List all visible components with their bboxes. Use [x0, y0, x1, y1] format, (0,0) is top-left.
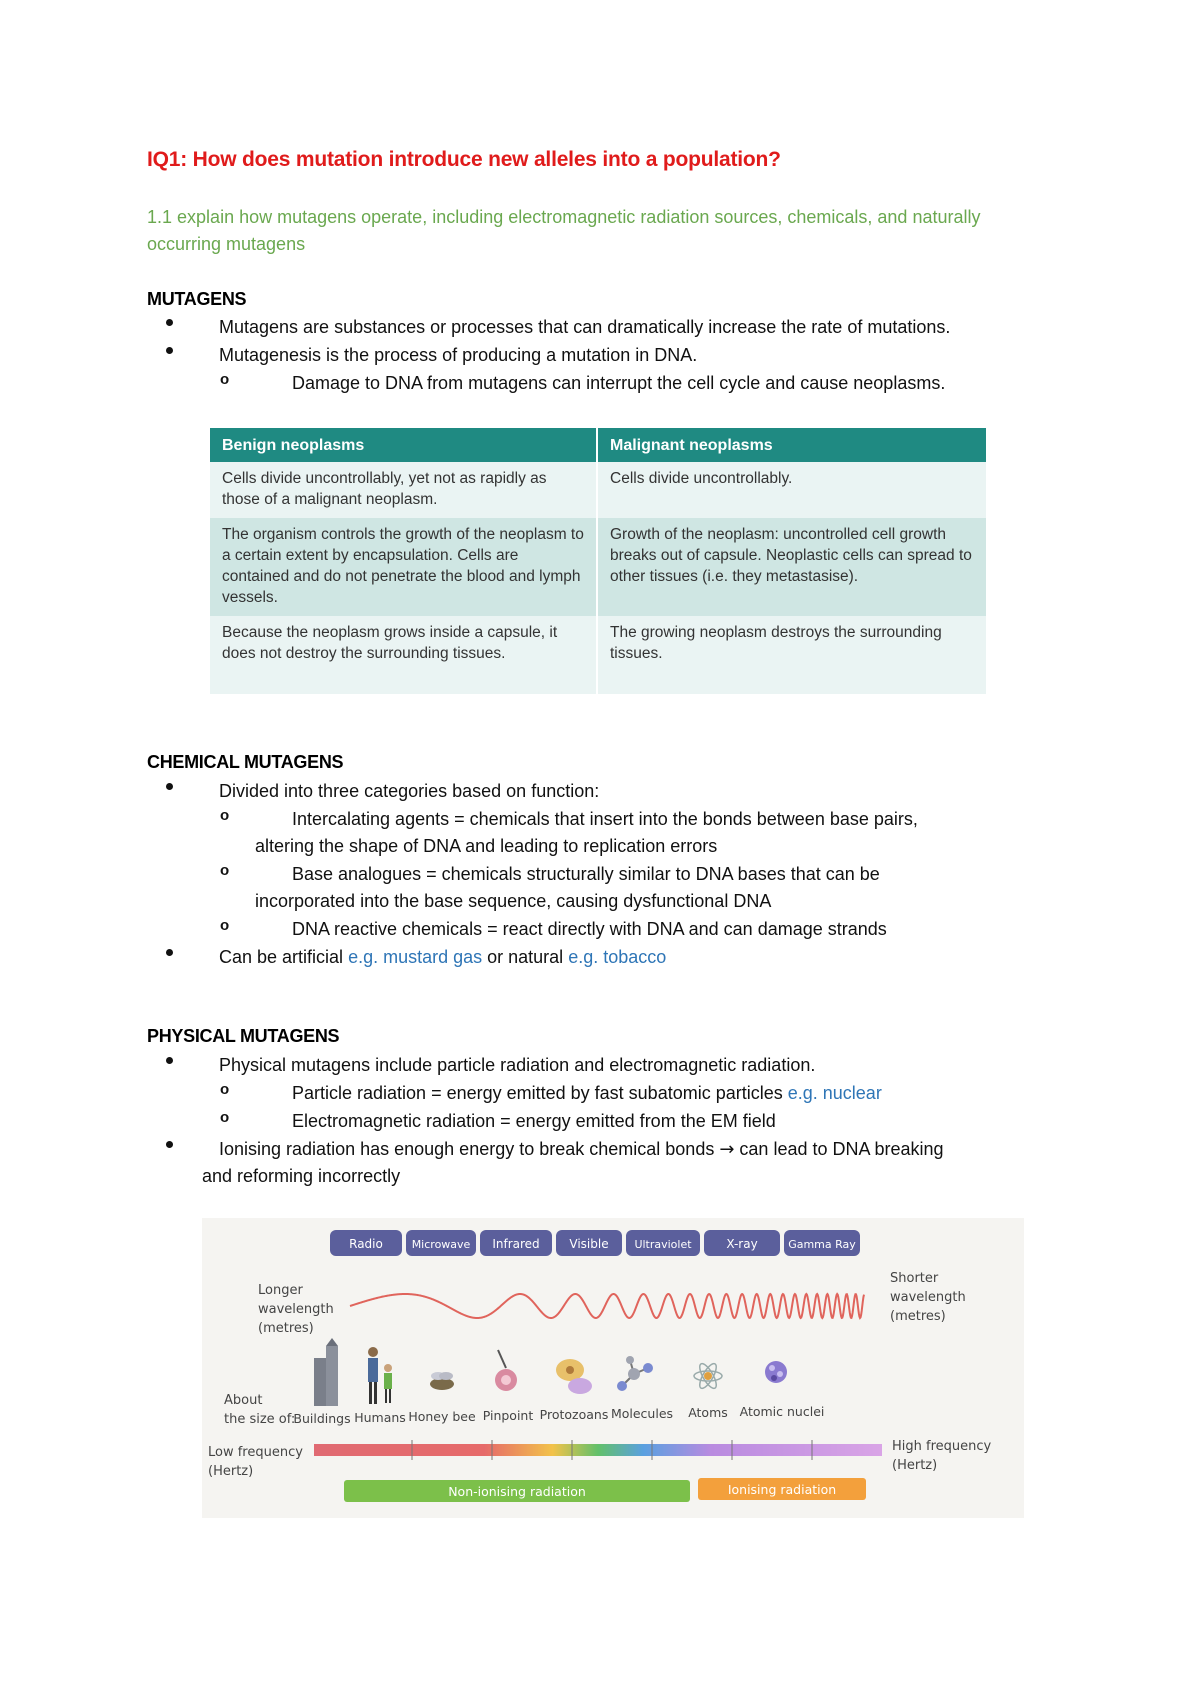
mutagens-subpoint-1: Damage to DNA from mutagens can interrupt the cell cycle and cause neoplasms. [292, 373, 946, 393]
non-ionising-label: Non-ionising radiation [448, 1484, 586, 1499]
physical-subpoint-1 [292, 1080, 882, 1106]
band-pills [330, 1230, 860, 1256]
size-label: Molecules [610, 1406, 674, 1421]
low-frequency-label: Low frequency [208, 1445, 303, 1460]
buildings-icon [314, 1338, 338, 1406]
size-label: Atomic nuclei [739, 1404, 825, 1419]
sub-bullet-icon: o [220, 862, 230, 879]
chemical-point-1: Divided into three categories based on function: [219, 781, 600, 801]
table-cell: The organism controls the growth of the neoplasm to a certain extent by encapsulation. Cells are contained and do not penetrate the blood and lymph vessels. [210, 518, 597, 616]
size-label: Honey bee [408, 1409, 476, 1424]
band-label: Infrared [492, 1237, 540, 1251]
atoms-icon [694, 1361, 722, 1390]
longer-wavelength-label: Longer [258, 1283, 303, 1298]
text: can lead to DNA breaking [734, 1139, 944, 1159]
example-nuclear: e.g. nuclear [787, 1083, 882, 1103]
band-label: Radio [349, 1237, 383, 1251]
chemical-subpoint-1: Intercalating agents = chemicals that insert into the bonds between base pairs, [292, 809, 918, 829]
mutagens-point-2: Mutagenesis is the process of producing a mutation in DNA. [219, 345, 698, 365]
table-row [210, 616, 986, 694]
bullet-icon [166, 949, 173, 956]
table-header-benign: Benign neoplasms [210, 428, 597, 462]
high-frequency-label: (Hertz) [892, 1458, 938, 1473]
table-cell: Cells divide uncontrollably, yet not as rapidly as those of a malignant neoplasm. [210, 462, 597, 518]
ionising-label: Ionising radiation [727, 1482, 837, 1497]
heading-mutagens: MUTAGENS [147, 289, 247, 309]
sub-bullet-icon: o [220, 1109, 230, 1126]
bullet-icon [166, 1141, 173, 1148]
chemical-subpoint-1-cont: altering the shape of DNA and leading to replication errors [255, 836, 718, 856]
about-label: About [224, 1393, 263, 1408]
size-label: Buildings [293, 1411, 351, 1426]
bullet-icon [166, 1057, 173, 1064]
chemical-point-2 [219, 944, 666, 970]
syllabus-outcome [147, 204, 1047, 258]
about-label: the size of: [224, 1412, 296, 1427]
size-label: Humans [354, 1410, 406, 1425]
high-frequency-label: High frequency [892, 1439, 992, 1454]
mutagens-point-1: Mutagens are substances or processes that can dramatically increase the rate of mutations. [219, 317, 951, 337]
physical-subpoint-2: Electromagnetic radiation = energy emitted from the EM field [292, 1111, 776, 1131]
table-header-malignant: Malignant neoplasms [597, 428, 986, 462]
arrow-right-icon: → [719, 1139, 735, 1160]
example-mustard-gas: e.g. mustard gas [348, 947, 483, 967]
text: or natural [482, 947, 569, 967]
page-title: IQ1: How does mutation introduce new alleles into a population? [147, 148, 781, 171]
chemical-subpoint-2-cont: incorporated into the base sequence, causing dysfunctional DNA [255, 891, 772, 911]
text: Ionising radiation has enough energy to break chemical bonds [219, 1139, 720, 1159]
table-cell: Because the neoplasm grows inside a capsule, it does not destroy the surrounding tissues. [210, 616, 597, 694]
band-label: Gamma Ray [788, 1238, 856, 1251]
molecules-icon [617, 1356, 653, 1391]
physical-point-2 [219, 1136, 944, 1163]
table-cell: The growing neoplasm destroys the surrounding tissues. [597, 616, 986, 694]
bullet-icon [166, 783, 173, 790]
band-label: Ultraviolet [634, 1238, 692, 1251]
sub-bullet-icon: o [220, 807, 230, 824]
humans-icon [368, 1347, 392, 1404]
physical-point-1: Physical mutagens include particle radiation and electromagnetic radiation. [219, 1055, 816, 1075]
wavelength-wave [350, 1294, 864, 1318]
frequency-bar [314, 1444, 882, 1456]
shorter-wavelength-label: Shorter [890, 1271, 939, 1286]
bullet-icon [166, 347, 173, 354]
table-row [210, 518, 986, 616]
band-label: Visible [569, 1237, 609, 1251]
table-cell: Cells divide uncontrollably. [597, 462, 986, 518]
low-frequency-label: (Hertz) [208, 1464, 254, 1479]
em-spectrum-svg [202, 1218, 1024, 1518]
longer-wavelength-label: wavelength [258, 1302, 334, 1317]
text: Particle radiation = energy emitted by fast subatomic particles [292, 1083, 788, 1103]
shorter-wavelength-label: wavelength [890, 1290, 966, 1305]
chemical-subpoint-2: Base analogues = chemicals structurally similar to DNA bases that can be [292, 864, 880, 884]
longer-wavelength-label: (metres) [258, 1321, 314, 1336]
table-row [210, 462, 986, 518]
em-spectrum-figure [202, 1218, 1024, 1518]
outcome-number: 1.1 [147, 207, 173, 227]
honey-bee-icon [430, 1372, 454, 1390]
size-label: Atoms [688, 1405, 728, 1420]
text: Can be artificial [219, 947, 349, 967]
sub-bullet-icon: o [220, 371, 230, 388]
sub-bullet-icon: o [220, 1081, 230, 1098]
shorter-wavelength-label: (metres) [890, 1309, 946, 1324]
protozoans-icon [556, 1359, 592, 1394]
chemical-subpoint-3: DNA reactive chemicals = react directly with DNA and can damage strands [292, 919, 887, 939]
bullet-icon [166, 319, 173, 326]
size-label: Pinpoint [482, 1408, 534, 1423]
heading-physical-mutagens: PHYSICAL MUTAGENS [147, 1026, 340, 1046]
heading-chemical-mutagens: CHEMICAL MUTAGENS [147, 752, 344, 772]
example-tobacco: e.g. tobacco [568, 947, 667, 967]
atomic-nuclei-icon [765, 1361, 787, 1383]
pinpoint-icon [495, 1350, 517, 1391]
neoplasm-table [210, 428, 986, 694]
size-icons [314, 1338, 787, 1406]
table-cell: Growth of the neoplasm: uncontrolled cell growth breaks out of capsule. Neoplastic cells can spread to other tissues (i.e. they metastasise). [597, 518, 986, 616]
sub-bullet-icon: o [220, 917, 230, 934]
outcome-text: explain how mutagens operate, including electromagnetic radiation sources, chemicals, and naturally occurring mutagens [147, 207, 981, 254]
physical-point-2-cont: and reforming incorrectly [202, 1166, 401, 1186]
band-label: Microwave [411, 1238, 471, 1251]
size-label: Protozoans [539, 1407, 609, 1422]
band-label: X-ray [726, 1237, 758, 1251]
